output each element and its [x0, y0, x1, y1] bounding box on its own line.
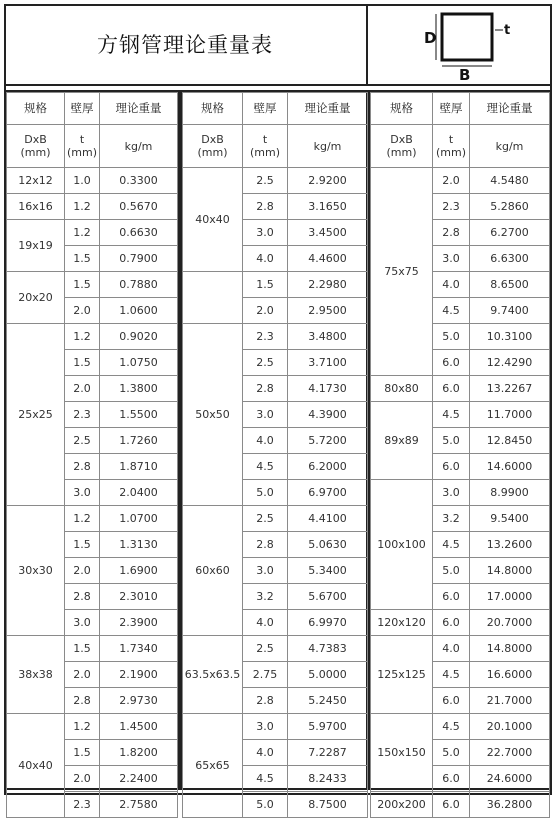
thickness-cell: 2.5	[243, 168, 288, 194]
thickness-cell: 1.5	[65, 532, 100, 558]
table-row	[7, 220, 178, 246]
thickness-cell: 2.0	[65, 558, 100, 584]
table-row	[371, 610, 550, 636]
thickness-cell: 4.5	[433, 662, 470, 688]
weight-cell: 1.4500	[100, 714, 178, 740]
thickness-cell: 3.0	[433, 246, 470, 272]
thickness-cell: 1.2	[65, 194, 100, 220]
table-row	[371, 792, 550, 818]
spec-cell: 16x16	[7, 194, 65, 220]
t-label: t	[504, 23, 511, 38]
thickness-cell: 4.5	[243, 766, 288, 792]
thickness-cell: 4.0	[243, 246, 288, 272]
thickness-unit: t (mm)	[243, 125, 288, 168]
thickness-cell: 4.0	[243, 428, 288, 454]
table-row	[371, 636, 550, 662]
weight-cell: 24.6000	[470, 766, 550, 792]
thickness-cell: 2.5	[243, 350, 288, 376]
thickness-cell: 5.0	[433, 324, 470, 350]
weight-cell: 11.7000	[470, 402, 550, 428]
spec-cell: 20x20	[7, 272, 65, 324]
weight-table-1	[6, 92, 178, 818]
weight-cell: 4.1730	[288, 376, 368, 402]
table-row	[7, 194, 178, 220]
table-row	[371, 714, 550, 740]
thickness-cell: 2.3	[65, 792, 100, 818]
weight-cell: 1.0700	[100, 506, 178, 532]
spec-cell: 80x80	[371, 376, 433, 402]
weight-cell: 5.0000	[288, 662, 368, 688]
weight-cell: 8.2433	[288, 766, 368, 792]
weight-cell: 21.7000	[470, 688, 550, 714]
thickness-cell: 2.8	[65, 584, 100, 610]
thickness-cell: 6.0	[433, 610, 470, 636]
thickness-cell: 4.0	[243, 610, 288, 636]
thickness-cell: 2.5	[243, 506, 288, 532]
spec-cell: 100x100	[371, 480, 433, 610]
weight-cell: 1.7260	[100, 428, 178, 454]
weight-cell: 20.7000	[470, 610, 550, 636]
weight-header: 理论重量	[100, 93, 178, 125]
thickness-cell: 1.5	[65, 246, 100, 272]
weight-cell: 2.2400	[100, 766, 178, 792]
weight-cell: 14.8000	[470, 636, 550, 662]
thickness-unit: t (mm)	[65, 125, 100, 168]
thickness-cell: 4.0	[433, 636, 470, 662]
weight-cell: 6.9970	[288, 610, 368, 636]
weight-cell: 14.6000	[470, 454, 550, 480]
weight-cell: 1.3800	[100, 376, 178, 402]
weight-cell: 5.9700	[288, 714, 368, 740]
weight-cell: 3.1650	[288, 194, 368, 220]
table-row	[371, 168, 550, 194]
weight-cell: 20.1000	[470, 714, 550, 740]
weight-header: 理论重量	[288, 93, 368, 125]
thickness-cell: 6.0	[433, 376, 470, 402]
weight-cell: 1.0750	[100, 350, 178, 376]
table-row	[183, 272, 368, 298]
weight-cell: 2.9200	[288, 168, 368, 194]
spec-cell: 89x89	[371, 402, 433, 480]
thickness-cell: 2.8	[243, 532, 288, 558]
weight-table-2	[182, 92, 368, 818]
weight-cell: 1.8200	[100, 740, 178, 766]
weight-cell: 0.3300	[100, 168, 178, 194]
weight-cell: 22.7000	[470, 740, 550, 766]
weight-cell: 10.3100	[470, 324, 550, 350]
spec-cell: 75x75	[371, 168, 433, 376]
spec-unit: DxB (mm)	[183, 125, 243, 168]
thickness-cell: 2.5	[243, 636, 288, 662]
thickness-cell: 1.2	[65, 324, 100, 350]
weight-cell: 5.7200	[288, 428, 368, 454]
spec-cell: 25x25	[7, 324, 65, 506]
weight-cell: 2.3900	[100, 610, 178, 636]
weight-cell: 2.9730	[100, 688, 178, 714]
thickness-cell: 2.3	[65, 402, 100, 428]
weight-cell: 1.8710	[100, 454, 178, 480]
thickness-cell: 2.0	[65, 376, 100, 402]
weight-cell: 2.0400	[100, 480, 178, 506]
spec-cell: 40x40	[7, 714, 65, 818]
weight-cell: 6.9700	[288, 480, 368, 506]
thickness-header: 壁厚	[433, 93, 470, 125]
spec-header: 规格	[7, 93, 65, 125]
weight-cell: 14.8000	[470, 558, 550, 584]
weight-unit: kg/m	[100, 125, 178, 168]
thickness-cell: 3.0	[433, 480, 470, 506]
thickness-cell: 2.8	[243, 376, 288, 402]
table-row	[183, 324, 368, 350]
table-row	[371, 480, 550, 506]
weight-cell: 7.2287	[288, 740, 368, 766]
spec-cell: 120x120	[371, 610, 433, 636]
thickness-cell: 6.0	[433, 584, 470, 610]
spec-unit: DxB (mm)	[7, 125, 65, 168]
spec-cell: 19x19	[7, 220, 65, 272]
weight-unit: kg/m	[470, 125, 550, 168]
weight-cell: 13.2600	[470, 532, 550, 558]
thickness-cell: 5.0	[243, 480, 288, 506]
thickness-cell: 4.5	[433, 532, 470, 558]
thickness-cell: 5.0	[433, 558, 470, 584]
thickness-header: 壁厚	[243, 93, 288, 125]
weight-cell: 12.4290	[470, 350, 550, 376]
table-row	[183, 506, 368, 532]
weight-cell: 5.2450	[288, 688, 368, 714]
weight-cell: 6.2000	[288, 454, 368, 480]
thickness-header: 壁厚	[65, 93, 100, 125]
thickness-cell: 4.5	[243, 454, 288, 480]
table-row	[7, 272, 178, 298]
table-row	[183, 714, 368, 740]
table-row	[7, 168, 178, 194]
spec-cell: 38x38	[7, 636, 65, 714]
thickness-cell: 1.2	[65, 714, 100, 740]
weight-cell: 5.3400	[288, 558, 368, 584]
weight-unit: kg/m	[288, 125, 368, 168]
thickness-cell: 2.3	[243, 324, 288, 350]
spec-cell: 60x60	[183, 506, 243, 636]
spec-cell: 63.5x63.5	[183, 636, 243, 714]
table-row	[7, 506, 178, 532]
thickness-cell: 3.0	[65, 610, 100, 636]
spec-cell: 12x12	[7, 168, 65, 194]
thickness-unit: t (mm)	[433, 125, 470, 168]
weight-cell: 5.0630	[288, 532, 368, 558]
thickness-cell: 5.0	[433, 740, 470, 766]
table-row	[183, 636, 368, 662]
thickness-cell: 6.0	[433, 454, 470, 480]
thickness-cell: 1.5	[65, 740, 100, 766]
spec-cell: 50x50	[183, 324, 243, 506]
weight-cell: 13.2267	[470, 376, 550, 402]
thickness-cell: 4.0	[433, 272, 470, 298]
weight-cell: 9.7400	[470, 298, 550, 324]
weight-cell: 4.4600	[288, 246, 368, 272]
weight-cell: 2.2980	[288, 272, 368, 298]
b-label: B	[459, 66, 471, 84]
weight-cell: 0.7900	[100, 246, 178, 272]
table-row	[7, 324, 178, 350]
thickness-cell: 6.0	[433, 792, 470, 818]
thickness-cell: 6.0	[433, 766, 470, 792]
thickness-cell: 2.0	[65, 662, 100, 688]
weight-cell: 4.4100	[288, 506, 368, 532]
thickness-cell: 2.0	[65, 766, 100, 792]
spec-cell: 65x65	[183, 714, 243, 818]
thickness-cell: 2.0	[65, 298, 100, 324]
weight-cell: 0.9020	[100, 324, 178, 350]
spec-cell: 125x125	[371, 636, 433, 714]
square-tube-diagram	[370, 4, 548, 84]
weight-cell: 2.7580	[100, 792, 178, 818]
weight-cell: 4.3900	[288, 402, 368, 428]
thickness-cell: 4.5	[433, 714, 470, 740]
weight-cell: 8.7500	[288, 792, 368, 818]
thickness-cell: 3.0	[243, 714, 288, 740]
weight-cell: 6.6300	[470, 246, 550, 272]
thickness-cell: 2.5	[65, 428, 100, 454]
spec-cell	[183, 272, 243, 324]
weight-cell: 36.2800	[470, 792, 550, 818]
weight-cell: 3.7100	[288, 350, 368, 376]
spec-cell: 200x200	[371, 792, 433, 818]
thickness-cell: 1.5	[65, 272, 100, 298]
weight-cell: 4.7383	[288, 636, 368, 662]
thickness-cell: 3.0	[65, 480, 100, 506]
thickness-cell: 4.5	[433, 402, 470, 428]
table-row	[7, 714, 178, 740]
header	[4, 4, 552, 86]
thickness-cell: 5.0	[433, 428, 470, 454]
weight-cell: 5.6700	[288, 584, 368, 610]
weight-cell: 9.5400	[470, 506, 550, 532]
thickness-cell: 3.0	[243, 220, 288, 246]
weight-cell: 1.3130	[100, 532, 178, 558]
weight-cell: 3.4500	[288, 220, 368, 246]
weight-cell: 3.4800	[288, 324, 368, 350]
table-row	[183, 168, 368, 194]
thickness-cell: 1.5	[243, 272, 288, 298]
weight-cell: 1.0600	[100, 298, 178, 324]
weight-cell: 12.8450	[470, 428, 550, 454]
thickness-cell: 6.0	[433, 688, 470, 714]
page-title: 方钢管理论重量表	[4, 4, 368, 84]
thickness-cell: 1.0	[65, 168, 100, 194]
thickness-cell: 3.2	[243, 584, 288, 610]
weight-cell: 17.0000	[470, 584, 550, 610]
table-row	[7, 636, 178, 662]
thickness-cell: 2.8	[433, 220, 470, 246]
weight-cell: 8.6500	[470, 272, 550, 298]
thickness-cell: 2.8	[243, 688, 288, 714]
thickness-cell: 3.0	[243, 558, 288, 584]
thickness-cell: 1.2	[65, 220, 100, 246]
weight-cell: 1.7340	[100, 636, 178, 662]
weight-cell: 0.7880	[100, 272, 178, 298]
weight-cell: 0.6630	[100, 220, 178, 246]
weight-cell: 2.3010	[100, 584, 178, 610]
thickness-cell: 3.0	[243, 402, 288, 428]
thickness-cell: 1.5	[65, 636, 100, 662]
weight-cell: 2.1900	[100, 662, 178, 688]
spec-unit: DxB (mm)	[371, 125, 433, 168]
thickness-cell: 2.8	[65, 454, 100, 480]
thickness-cell: 3.2	[433, 506, 470, 532]
thickness-cell: 2.8	[65, 688, 100, 714]
spec-cell: 150x150	[371, 714, 433, 792]
thickness-cell: 2.0	[433, 168, 470, 194]
weight-cell: 8.9900	[470, 480, 550, 506]
thickness-cell: 5.0	[243, 792, 288, 818]
thickness-cell: 2.3	[433, 194, 470, 220]
table-row	[371, 402, 550, 428]
weight-cell: 0.5670	[100, 194, 178, 220]
thickness-cell: 4.5	[433, 298, 470, 324]
weight-cell: 4.5480	[470, 168, 550, 194]
weight-cell: 16.6000	[470, 662, 550, 688]
d-label: D	[424, 29, 437, 47]
weight-cell: 5.2860	[470, 194, 550, 220]
spec-cell: 30x30	[7, 506, 65, 636]
thickness-cell: 2.0	[243, 298, 288, 324]
thickness-cell: 2.75	[243, 662, 288, 688]
thickness-cell: 4.0	[243, 740, 288, 766]
thickness-cell: 2.8	[243, 194, 288, 220]
weight-cell: 1.6900	[100, 558, 178, 584]
weight-table-3	[370, 92, 550, 818]
thickness-cell: 6.0	[433, 350, 470, 376]
thickness-cell: 1.5	[65, 350, 100, 376]
spec-header: 规格	[371, 93, 433, 125]
table-row	[371, 376, 550, 402]
spec-header: 规格	[183, 93, 243, 125]
weight-header: 理论重量	[470, 93, 550, 125]
weight-cell: 2.9500	[288, 298, 368, 324]
weight-cell: 1.5500	[100, 402, 178, 428]
weight-cell: 6.2700	[470, 220, 550, 246]
spec-cell: 40x40	[183, 168, 243, 272]
thickness-cell: 1.2	[65, 506, 100, 532]
